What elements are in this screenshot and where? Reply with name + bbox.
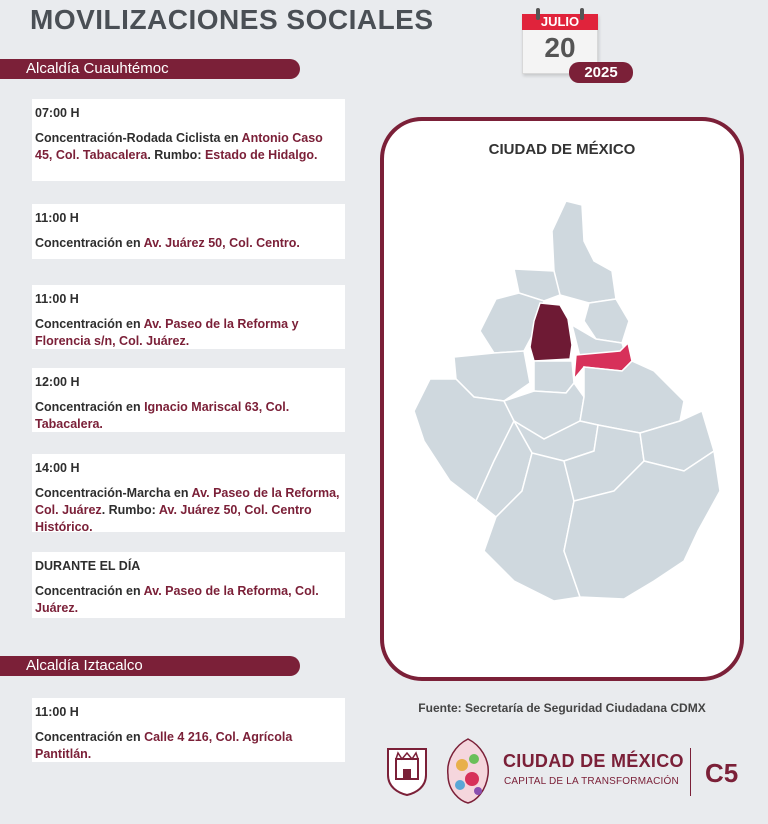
event-card (32, 204, 345, 259)
event-location: Ignacio Mariscal 63, Col. Tabacalera. (35, 400, 290, 431)
event-location: Av. Paseo de la Reforma, Col. Juárez. (35, 584, 319, 615)
map-region (580, 361, 684, 433)
c5-logo: C5 (705, 758, 739, 788)
event-location: Av. Paseo de la Reforma y Florencia s/n, Col. Juárez. (35, 317, 299, 348)
event-location: Calle 4 216, Col. Agrícola Pantitlán. (35, 730, 293, 761)
event-time: DURANTE EL DÍA (35, 559, 141, 573)
event-location: Av. Juárez 50, Col. Centro. (143, 236, 300, 250)
event-card (32, 698, 345, 762)
event-text: en (126, 400, 145, 414)
cdmx-map (384, 121, 740, 677)
section-header-iztacalco: Alcaldía Iztacalco (0, 656, 300, 676)
footer-divider (690, 748, 691, 796)
event-description (35, 485, 341, 536)
event-card (32, 454, 345, 532)
event-text: en (223, 131, 242, 145)
event-text: en (173, 486, 192, 500)
event-text: Concentración (35, 730, 126, 744)
brand-tagline: CAPITAL DE LA TRANSFORMACIÓN (504, 776, 679, 787)
event-card (32, 99, 345, 181)
event-time: 12:00 H (35, 375, 80, 389)
source-note: Fuente: Secretaría de Seguridad Ciudadana CDMX (418, 701, 706, 715)
event-text: en (126, 584, 144, 598)
map-region (534, 361, 574, 393)
event-text: Concentración-Marcha (35, 486, 174, 500)
event-description (35, 130, 341, 164)
event-card (32, 552, 345, 618)
event-text: . Rumbo: (147, 148, 205, 162)
event-card (32, 285, 345, 349)
event-time: 11:00 H (35, 292, 79, 306)
map-region (552, 201, 616, 303)
event-time: 11:00 H (35, 705, 79, 719)
event-text: en (126, 236, 144, 250)
event-description (35, 316, 341, 350)
brand-name: CIUDAD DE MÉXICO (503, 751, 684, 771)
calendar-year: 2025 (569, 62, 633, 83)
event-text: Concentración (35, 317, 126, 331)
calendar-day: 20 (544, 32, 576, 63)
event-location: Av. Juárez 50, Col. Centro Histórico. (35, 503, 312, 534)
event-text: Concentración (35, 584, 126, 598)
map-panel (380, 117, 744, 681)
event-location: Antonio Caso 45, Col. Tabacalera (35, 131, 323, 162)
event-time: 14:00 H (35, 461, 80, 475)
event-time: 07:00 H (35, 106, 80, 120)
event-time: 11:00 H (35, 211, 79, 225)
page-title: MOVILIZACIONES SOCIALES (30, 4, 434, 35)
event-description (35, 583, 341, 617)
event-description (35, 235, 341, 252)
calendar-month: JULIO (522, 14, 598, 30)
event-location: Estado de Hidalgo. (204, 148, 318, 162)
event-text: Concentración-Rodada Ciclista (35, 131, 224, 145)
cdmx-logo-icon (440, 735, 496, 807)
event-description (35, 399, 341, 433)
event-location: Av. Paseo de la Reforma, Col. Juárez (35, 486, 340, 517)
event-text: en (126, 730, 145, 744)
event-text: en (126, 317, 144, 331)
event-card (32, 368, 345, 432)
event-text: . Rumbo: (101, 503, 159, 517)
event-text: Concentración (35, 400, 126, 414)
event-description (35, 729, 341, 763)
section-header-cuauhtemoc: Alcaldía Cuauhtémoc (0, 59, 300, 79)
coat-of-arms-icon (384, 745, 430, 797)
map-title: CIUDAD DE MÉXICO (488, 141, 636, 158)
event-text: Concentración (35, 236, 126, 250)
